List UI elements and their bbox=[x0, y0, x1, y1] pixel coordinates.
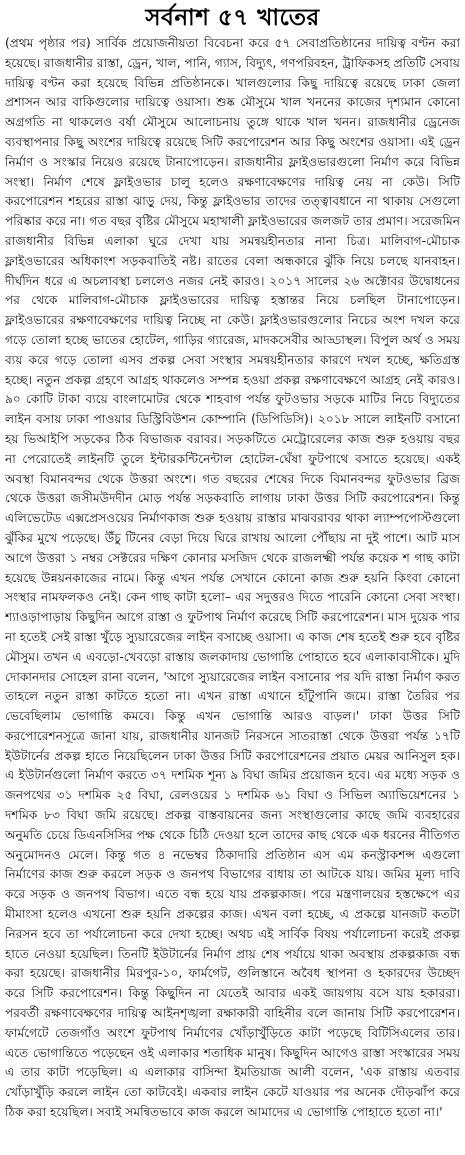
headline: সর্বনাশ ৫৭ খাতের bbox=[145, 5, 320, 31]
continued-tag: (প্রথম পৃষ্ঠার পর) bbox=[5, 36, 91, 50]
article-body bbox=[5, 34, 460, 1150]
article-text: সার্বিক প্রয়োজনীয়তা বিবেচনা করে ৫৭ সেবাপ্রতিষ্ঠানের দায়িত্ব বণ্টন করা হয়েছে। রাজধানীর রাস্তা, ড্রেন, খাল, পানি, গ্যাস, বিদ্যুৎ, গণপরিবহন, ট্রাফিকসহ প্রতিটি সেবায় দায়িত্ব বণ্টন করা হয়েছে বিভিন্ন প্রতিষ্ঠানকে। খালগুলোর কিছু দায়িত্বে রয়েছে ঢাকা জেলা প্রশাসন আর বাকিগুলোর দায়িত্বে ওয়াসা। শুষ্ক মৌসুমে খাল খননের কাজের দৃশ্যমান কোনো অগ্রগতি না থাকলেও বর্ষা মৌসুমে আলোচনায় তুঙ্গে থাকে খাল খনন। রাজধানীর ড্রেনেজ ব্যবস্থাপনার কিছু অংশের দায়িত্বে রয়েছে সিটি করপোরেশন আর কিছু অংশের ওয়াসা। এই ড্রেন নির্মাণ ও সংস্কার নিয়েও রয়েছে টানাপোড়েন। রাজধানীর ফ্লাইওভারগুলো নির্মাণ করে বিভিন্ন সংস্থা। নির্মাণ শেষে ফ্লাইওভার চালু হলেও রক্ষণাবেক্ষণের দায়িত্ব নেয় না কেউ। সিটি করপোরেশন শহরের রাস্তা ঝাড়ু দেয়, কিন্তু ফ্লাইওভার তাদের তত্ত্বাবধানে না থাকায় সেগুলো পরিষ্কার করে না। গত বছর বৃষ্টির মৌসুমে মহাখালী ফ্লাইওভারের জলজট তার প্রমাণ। সরেজমিন রাজধানীর বিভিন্ন এলাকা ঘুরে দেখা যায় সমন্বয়হীনতার নানা চিত্র। মালিবাগ-মৌচাক ফ্লাইওভারের অধিকাংশ সড়কবাতিই নষ্ট। রাতের বেলা অন্ধকারে ঝুঁকি নিয়ে চলছে যানবাহন। দীর্ঘদিন ধরে এ অচলাবস্থা চললেও নজর নেই কারও। ২০১৭ সালের ২৬ অক্টোবর উদ্বোধনের পর থেকে মালিবাগ-মৌচাক ফ্লাইওভারের দায়িত্ব হস্তান্তর নিয়ে চলছিল টানাপোড়েন। ফ্লাইওভারের রক্ষণাবেক্ষণের দায়িত্ব নিচ্ছে না কেউ। ফ্লাইওভারগুলোর নিচের অংশ দখল করে গড়ে তোলা হচ্ছে ভাতের হোটেল, গাড়ির গ্যারেজ, মাদকসেবীর আড্ডাস্থল। বিপুল অর্থ ও সময় ব্যয় করে গড়ে তোলা এসব প্রকল্প সেবা সংস্থার সমন্বয়হীনতার কারণে দখল হচ্ছে, ক্ষতিগ্রস্ত হচ্ছে। নতুন প্রকল্প গ্রহণে আগ্রহ থাকলেও সম্পন্ন হওয়া প্রকল্প রক্ষণাবেক্ষণে আগ্রহ নেই কারও। ৯০ কোটি টাকা ব্যয়ে বাংলামোটর থেকে শাহবাগ পর্যন্ত ফুটওভার সড়কে মাটির নিচে বিদ্যুতের লাইন বসায় ঢাকা পাওয়ার ডিস্ট্রিবিউশন কোম্পানি (ডিপিডিসি)। ২০১৮ সালে লাইনটি বসানো হয় ভিআইপি সড়কের ঠিক বিভাজক বরাবর। সড়কটিতে মেট্রোরেলের কাজ শুরু হওয়ায় বছর না পেরোতেই লাইনটি তুলে ইন্টারকন্টিনেন্টাল হোটেল-ঘেঁষা ফুটপাথে বসাতে হয়েছে। একই অবস্থা বিমানবন্দর থেকে উত্তরা অংশে। গত বছরের শেষের দিকে বিমানবন্দর ফুটওভার ব্রিজ থেকে উত্তরা জসীমউদদীন মোড় পর্যন্ত সড়কবাতি লাগায় ঢাকা উত্তর সিটি করপোরেশন। কিন্তু এলিভেটেড এক্সপ্রেসওয়ের নির্মাণকাজ শুরু হওয়ায় রাস্তার মাঝবরাবর থাকা ল্যাম্পপোস্টগুলো ঝুঁকির মুখে পড়েছে। উঁচু টিনের বেড়া দিয়ে ঘিরে রাখায় আলো পৌঁছায় না দুই পাশে। আট মাস আগে উত্তরা ১ নম্বর সেক্টরের দক্ষিণ কোনার মসজিদ থেকে রাজলক্ষ্মী পর্যন্ত কয়েক শ গাছ কাটা হয়েছে উন্নয়নকাজের নামে। কিন্তু এখন পর্যন্ত সেখানে কোনো কাজ শুরু হয়নি কিংবা কোনো সংস্থার নামফলকও নেই। কেন গাছ কাটা হলো– এর সদুত্তরও দিতে পারেনি কোনো সেবা সংস্থা। শ্যাওড়াপাড়ায় কিছুদিন আগে রাস্তা ও ফুটপাথ নির্মাণ করেছে সিটি করপোরেশন। মাস দুয়েক পার না হতেই সেই রাস্তা খুঁড়ে স্যুয়ারেজের লাইন বসাচ্ছে ওয়াসা। এ কাজ শেষ হতেই শুরু হবে বৃষ্টির মৌসুম। তখন এ এবড়ো-খেবড়ো রাস্তায় জলকাদায় ভোগান্তি পোহাতে হবে এলাকাবাসীকে। মুদি দোকানদার সোহেল রানা বলেন, 'আগে স্যুয়ারেজের লাইন বসানোর পর যদি রাস্তা নির্মাণ করত তাহলে নতুন রাস্তা কাটতে হতো না। এখন রাস্তা এখানে হাঁটুপানি জমে। রাস্তা তৈরির পর ভেবেছিলাম ভোগান্তি কমবে। কিন্তু এখন ভোগান্তি আরও বাড়ল।' ঢাকা উত্তর সিটি করপোরেশনসূত্রে জানা যায়, রাজধানীর যানজট নিরসনে সাতরাস্তা থেকে উত্তরা পর্যন্ত ১৭টি ইউটার্নের প্রকল্প হাতে নিয়েছিলেন ঢাকা উত্তর সিটি করপোরেশনের প্রয়াত মেয়র আনিসুল হক। এ ইউটার্নগুলো নির্মাণ করতে ৩৭ দশমিক শূন্য ৯ বিঘা জমির প্রয়োজন হবে। এর মধ্যে সড়ক ও জনপথের ৩১ দশমিক ২৫ বিঘা, রেলওয়ের ১ দশমিক ৬১ বিঘা ও সিভিল অ্যাভিয়েশনের ১ দশমিক ৮৩ বিঘা জমি রয়েছে। প্রকল্প বাস্তবায়নের জন্য সংস্থাগুলোর কাছে জমি ব্যবহারের অনুমতি চেয়ে ডিএনসিসির পক্ষ থেকে চিঠি দেওয়া হলে তাদের কাছ থেকে এক ধরনের নীতিগত অনুমোদনও মেলে। কিন্তু গত ৪ নভেম্বর ঠিকাদারি প্রতিষ্ঠান এস এম কনস্ট্রাকশন্স এগুলো নির্মাণের কাজ শুরু করলে সড়ক ও জনপথ বিভাগের বাধায় তা আটকে যায়। জমির মূল্য দাবি করে সড়ক ও জনপথ বিভাগ। এতে বন্ধ হয়ে যায় প্রকল্পকাজ। পরে মন্ত্রণালয়ের হস্তক্ষেপে এর মীমাংসা হলেও এখনো শুরু হয়নি প্রকল্পের কাজ। এখন বলা হচ্ছে, এ প্রকল্পে যানজট কতটা নিরসন হবে তা পর্যালোচনা করে দেখা হচ্ছে। অথচ এই সার্বিক বিষয় পর্যালোচনা করেই প্রকল্প হাতে নেওয়া হয়েছিল। তিনটি ইউটার্নের নির্মাণ প্রায় শেষ পর্যায়ে থাকা অবস্থায় প্রকল্পকাজ বন্ধ করা হয়েছে। রাজধানীর মিরপুর-১০, ফার্মগেট, গুলিস্তানে অবৈধ স্থাপনা ও হকারদের উচ্ছেদ করে সিটি করপোরেশন। কিন্তু কিছুদিন না যেতেই আবার একই জায়গায় বসে যায় হকাররা। পরবর্তী রক্ষণাবেক্ষণের দায়িত্ব আইনশৃঙ্খলা রক্ষাকারী বাহিনীর বলে জানায় সিটি করপোরেশন। ফার্মগেটে তেজগাঁও অংশে ফুটপাথ নির্মাণের খোঁড়াখুঁড়িতে কাটা পড়েছে বিটিসিএলের তার। এতে ভোগান্তিতে পড়েছেন ওই এলাকার শতাধিক মানুষ। কিছুদিন আগেও রাস্তা সংস্কারের সময় এ তার কাটা পড়েছিল। এ এলাকার বাসিন্দা ইমতিয়াজ আলী বলেন, 'এক রাস্তায় এতবার খোঁড়াখুঁড়ি করলে লাইন তো কাটবেই। একবার লাইন কেটে যাওয়ার পর অনেক দৌড়ঝাঁপ করে ঠিক করা হয়েছিল। সবাই সমন্বিতভাবে কাজ করলে আমাদের এ ভোগান্তি পোহাতে হতো না।' bbox=[5, 36, 460, 1120]
